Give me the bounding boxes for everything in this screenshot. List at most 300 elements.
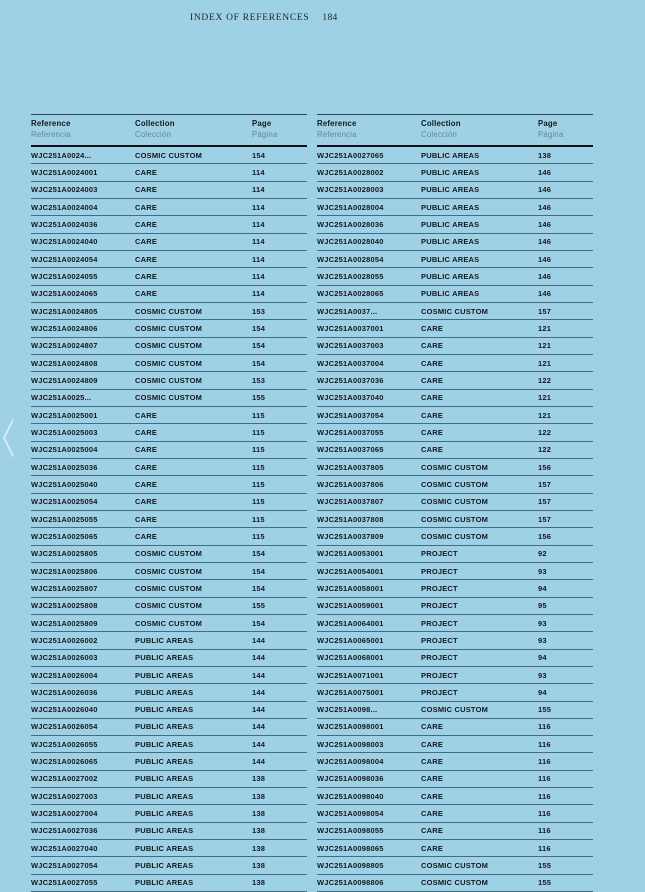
collection-cell: COSMIC CUSTOM [421, 306, 489, 316]
table-row [31, 338, 307, 355]
collection-cell: CARE [421, 427, 444, 437]
page-cell: 157 [538, 497, 552, 507]
reference-cell: WJC251A0098806 [317, 878, 384, 888]
page-cell: 122 [538, 445, 552, 455]
page-cell: 153 [252, 306, 266, 316]
table-row [31, 355, 307, 372]
table-row [31, 199, 307, 216]
collection-cell: CARE [135, 410, 158, 420]
page-cell: 114 [252, 271, 265, 281]
table-row [31, 320, 307, 337]
page-cell: 154 [252, 150, 266, 160]
collection-cell: PUBLIC AREAS [135, 687, 194, 697]
reference-cell: WJC251A0026002 [31, 635, 98, 645]
collection-cell: CARE [421, 826, 444, 836]
page-cell: 156 [538, 462, 552, 472]
page-cell: 115 [252, 514, 265, 524]
table-row [31, 563, 307, 580]
reference-label-en: Reference [31, 119, 71, 128]
reference-cell: WJC251A0024003 [31, 185, 98, 195]
reference-cell: WJC251A0064001 [317, 618, 384, 628]
collection-cell: COSMIC CUSTOM [421, 462, 489, 472]
collection-cell: COSMIC CUSTOM [135, 549, 203, 559]
reference-cell: WJC251A0037807 [317, 497, 384, 507]
table-row [31, 476, 307, 493]
collection-cell: CARE [135, 497, 158, 507]
page-cell: 144 [252, 653, 266, 663]
page-cell: 146 [538, 254, 552, 264]
reference-cell: WJC251A0025055 [31, 514, 98, 524]
reference-cell: WJC251A0037004 [317, 358, 384, 368]
reference-cell: WJC251A0028054 [317, 254, 384, 264]
page-cell: 93 [538, 618, 547, 628]
reference-cell: WJC251A0053001 [317, 549, 384, 559]
collection-cell: CARE [135, 479, 158, 489]
page-cell: 115 [252, 410, 265, 420]
reference-cell: WJC251A0027040 [31, 843, 98, 853]
reference-cell: WJC251A0037003 [317, 341, 384, 351]
collection-cell: COSMIC CUSTOM [135, 566, 203, 576]
reference-cell: WJC251A0028003 [317, 185, 384, 195]
collection-cell: COSMIC CUSTOM [421, 861, 489, 871]
page-cell: 94 [538, 687, 547, 697]
reference-cell: WJC251A0037... [317, 306, 378, 316]
table-row [31, 286, 307, 303]
page-cell: 146 [538, 185, 552, 195]
table-row [31, 632, 307, 649]
reference-cell: WJC251A0058001 [317, 583, 384, 593]
reference-cell: WJC251A0037809 [317, 531, 384, 541]
reference-cell: WJC251A0098054 [317, 809, 384, 819]
page-cell: 116 [538, 843, 551, 853]
collection-cell: PROJECT [421, 566, 458, 576]
table-header [31, 114, 307, 147]
table-row [317, 719, 593, 736]
reference-cell: WJC251A0098040 [317, 791, 384, 801]
page-cell: 115 [252, 427, 265, 437]
table-row [317, 182, 593, 199]
collection-cell: CARE [421, 774, 444, 784]
page-cell: 144 [252, 687, 266, 697]
reference-cell: WJC251A0027002 [31, 774, 98, 784]
table-row [317, 268, 593, 285]
table-row [317, 372, 593, 389]
collection-label-es: Colección [135, 130, 172, 139]
collection-cell: PROJECT [421, 635, 458, 645]
reference-cell: WJC251A0024809 [31, 375, 98, 385]
reference-cell: WJC251A0075001 [317, 687, 384, 697]
reference-cell: WJC251A0098036 [317, 774, 384, 784]
reference-cell: WJC251A0026054 [31, 722, 98, 732]
prev-page-button[interactable] [0, 416, 20, 460]
collection-cell: PUBLIC AREAS [135, 774, 194, 784]
collection-cell: PUBLIC AREAS [135, 653, 194, 663]
table-row [317, 303, 593, 320]
collection-cell: COSMIC CUSTOM [135, 323, 203, 333]
page-cell: 92 [538, 549, 547, 559]
page-cell: 115 [252, 445, 265, 455]
table-row [317, 199, 593, 216]
reference-cell: WJC251A0024036 [31, 219, 98, 229]
table-row [31, 182, 307, 199]
reference-cell: WJC251A0037808 [317, 514, 384, 524]
collection-cell: PROJECT [421, 601, 458, 611]
page-cell: 121 [538, 341, 552, 351]
collection-cell: PUBLIC AREAS [421, 185, 480, 195]
collection-cell: PUBLIC AREAS [421, 167, 480, 177]
reference-cell: WJC251A0098... [317, 705, 378, 715]
reference-cell: WJC251A0026003 [31, 653, 98, 663]
collection-cell: COSMIC CUSTOM [421, 531, 489, 541]
page-cell: 94 [538, 653, 547, 663]
reference-cell: WJC251A0037805 [317, 462, 384, 472]
reference-cell: WJC251A0028040 [317, 237, 384, 247]
page-cell: 116 [538, 739, 551, 749]
page-label-es: Página [538, 130, 564, 139]
page-cell: 144 [252, 739, 266, 749]
table-row [317, 424, 593, 441]
collection-cell: CARE [135, 219, 158, 229]
collection-cell: COSMIC CUSTOM [135, 358, 203, 368]
table-row [317, 771, 593, 788]
reference-cell: WJC251A0024054 [31, 254, 98, 264]
page-cell: 121 [538, 393, 552, 403]
reference-cell: WJC251A0028002 [317, 167, 384, 177]
page-cell: 114 [252, 289, 265, 299]
collection-cell: COSMIC CUSTOM [135, 150, 203, 160]
table-row [317, 390, 593, 407]
table-row [317, 528, 593, 545]
page-cell: 157 [538, 306, 552, 316]
page-cell: 116 [538, 826, 551, 836]
collection-cell: PROJECT [421, 687, 458, 697]
page-cell: 93 [538, 566, 547, 576]
table-row [31, 459, 307, 476]
reference-cell: WJC251A0024040 [31, 237, 98, 247]
table-row [31, 442, 307, 459]
collection-cell: CARE [421, 809, 444, 819]
table-row [317, 286, 593, 303]
page-cell: 114 [252, 202, 265, 212]
collection-cell: PROJECT [421, 670, 458, 680]
table-row [317, 823, 593, 840]
reference-cell: WJC251A0027065 [317, 150, 384, 160]
index-of-references [31, 114, 593, 892]
table-row [317, 632, 593, 649]
reference-table-right [317, 114, 593, 892]
collection-cell: PUBLIC AREAS [421, 219, 480, 229]
reference-cell: WJC251A0028036 [317, 219, 384, 229]
table-row [317, 216, 593, 233]
collection-cell: PUBLIC AREAS [421, 254, 480, 264]
collection-cell: CARE [421, 791, 444, 801]
collection-cell: COSMIC CUSTOM [135, 583, 203, 593]
reference-table-left [31, 114, 307, 892]
collection-cell: CARE [135, 202, 158, 212]
page-cell: 115 [252, 462, 265, 472]
table-row [31, 407, 307, 424]
reference-cell: WJC251A0027054 [31, 861, 98, 871]
page-cell: 115 [252, 497, 265, 507]
collection-cell: CARE [421, 739, 444, 749]
collection-cell: PUBLIC AREAS [421, 237, 480, 247]
page-cell: 138 [252, 826, 266, 836]
reference-cell: WJC251A0025036 [31, 462, 98, 472]
page-label-en: Page [538, 119, 558, 128]
table-row [31, 719, 307, 736]
page-cell: 146 [538, 289, 552, 299]
reference-cell: WJC251A0098004 [317, 757, 384, 767]
reference-cell: WJC251A0098003 [317, 739, 384, 749]
reference-cell: WJC251A0024808 [31, 358, 98, 368]
page-cell: 154 [252, 549, 266, 559]
collection-cell: CARE [135, 167, 158, 177]
reference-cell: WJC251A0026040 [31, 705, 98, 715]
reference-cell: WJC251A0026065 [31, 757, 98, 767]
table-row [31, 823, 307, 840]
table-row [31, 840, 307, 857]
collection-cell: PUBLIC AREAS [135, 791, 194, 801]
page-label-en: Page [252, 119, 272, 128]
collection-cell: PUBLIC AREAS [135, 878, 194, 888]
table-row [317, 563, 593, 580]
page-cell: 154 [252, 566, 266, 576]
page-cell: 146 [538, 237, 552, 247]
page-cell: 138 [252, 878, 266, 888]
reference-cell: WJC251A0037055 [317, 427, 384, 437]
table-row [317, 667, 593, 684]
table-row [317, 338, 593, 355]
collection-cell: PUBLIC AREAS [135, 843, 194, 853]
reference-cell: WJC251A0027055 [31, 878, 98, 888]
reference-cell: WJC251A0025807 [31, 583, 98, 593]
collection-column-header [135, 119, 252, 139]
reference-cell: WJC251A0037001 [317, 323, 384, 333]
page-cell: 155 [252, 393, 266, 403]
page-cell: 146 [538, 271, 552, 281]
page-cell: 121 [538, 323, 552, 333]
page-cell: 146 [538, 167, 552, 177]
page-number: 184 [322, 13, 338, 23]
table-row [317, 702, 593, 719]
page-cell: 144 [252, 705, 266, 715]
reference-column-header [317, 119, 421, 139]
collection-cell: PUBLIC AREAS [421, 271, 480, 281]
table-row [317, 580, 593, 597]
reference-cell: WJC251A0024807 [31, 341, 98, 351]
reference-cell: WJC251A0025003 [31, 427, 98, 437]
reference-cell: WJC251A0024055 [31, 271, 98, 281]
page-cell: 146 [538, 219, 552, 229]
page-cell: 138 [252, 861, 266, 871]
page-cell: 144 [252, 722, 266, 732]
collection-cell: PUBLIC AREAS [135, 826, 194, 836]
page-cell: 115 [252, 479, 265, 489]
reference-cell: WJC251A0098001 [317, 722, 384, 732]
page-cell: 154 [252, 618, 266, 628]
table-row [31, 216, 307, 233]
collection-cell: CARE [421, 393, 444, 403]
page-cell: 114 [252, 185, 265, 195]
collection-cell: PUBLIC AREAS [421, 289, 480, 299]
page-cell: 154 [252, 323, 266, 333]
page-cell: 156 [538, 531, 552, 541]
page-cell: 116 [538, 774, 551, 784]
collection-cell: PUBLIC AREAS [421, 150, 480, 160]
collection-cell: COSMIC CUSTOM [421, 514, 489, 524]
page-cell: 114 [252, 254, 265, 264]
reference-cell: WJC251A0037054 [317, 410, 384, 420]
collection-cell: COSMIC CUSTOM [135, 618, 203, 628]
reference-cell: WJC251A0028004 [317, 202, 384, 212]
table-row [317, 857, 593, 874]
page-cell: 114 [252, 167, 265, 177]
table-row [317, 459, 593, 476]
page-cell: 146 [538, 202, 552, 212]
reference-column-header [31, 119, 135, 139]
reference-cell: WJC251A0025... [31, 393, 92, 403]
page-column-header [538, 119, 593, 139]
page-cell: 138 [252, 791, 266, 801]
table-row [317, 788, 593, 805]
page-cell: 144 [252, 635, 266, 645]
table-row [317, 650, 593, 667]
collection-cell: CARE [421, 843, 444, 853]
page-cell: 122 [538, 375, 552, 385]
page-title: INDEX OF REFERENCES [190, 13, 310, 23]
table-row [31, 268, 307, 285]
collection-cell: CARE [135, 271, 158, 281]
page-cell: 94 [538, 583, 547, 593]
table-row [31, 494, 307, 511]
table-row [317, 736, 593, 753]
collection-cell: CARE [135, 289, 158, 299]
collection-cell: CARE [421, 375, 444, 385]
collection-cell: PROJECT [421, 549, 458, 559]
table-row [31, 805, 307, 822]
reference-label-en: Reference [317, 119, 357, 128]
table-row [317, 494, 593, 511]
table-row [31, 546, 307, 563]
collection-cell: PUBLIC AREAS [135, 861, 194, 871]
table-row [317, 251, 593, 268]
table-row [31, 667, 307, 684]
page-cell: 114 [252, 237, 265, 247]
collection-cell: CARE [421, 445, 444, 455]
reference-label-es: Referencia [317, 130, 357, 139]
page-cell: 155 [252, 601, 266, 611]
reference-cell: WJC251A0025805 [31, 549, 98, 559]
page-cell: 114 [252, 219, 265, 229]
reference-cell: WJC251A0025806 [31, 566, 98, 576]
reference-cell: WJC251A0054001 [317, 566, 384, 576]
reference-cell: WJC251A0037065 [317, 445, 384, 455]
collection-cell: PROJECT [421, 618, 458, 628]
page-cell: 138 [538, 150, 552, 160]
table-row [317, 875, 593, 892]
table-row [317, 442, 593, 459]
reference-cell: WJC251A0071001 [317, 670, 384, 680]
collection-cell: CARE [135, 531, 158, 541]
reference-cell: WJC251A0025001 [31, 410, 98, 420]
collection-cell: CARE [421, 341, 444, 351]
table-row [317, 805, 593, 822]
collection-cell: PROJECT [421, 583, 458, 593]
page-cell: 153 [252, 375, 266, 385]
collection-cell: CARE [135, 185, 158, 195]
reference-cell: WJC251A0026036 [31, 687, 98, 697]
table-row [317, 511, 593, 528]
page-cell: 138 [252, 809, 266, 819]
chevron-left-icon [0, 416, 20, 460]
table-row [317, 147, 593, 164]
collection-cell: CARE [421, 722, 444, 732]
page-cell: 115 [252, 531, 265, 541]
collection-cell: PUBLIC AREAS [135, 757, 194, 767]
collection-cell: PUBLIC AREAS [135, 809, 194, 819]
reference-cell: WJC251A0024004 [31, 202, 98, 212]
page-cell: 121 [538, 358, 552, 368]
page-label-es: Página [252, 130, 278, 139]
table-row [317, 407, 593, 424]
table-row [31, 164, 307, 181]
page-cell: 155 [538, 861, 552, 871]
table-row [31, 251, 307, 268]
page-cell: 154 [252, 358, 266, 368]
page-cell: 155 [538, 878, 552, 888]
reference-cell: WJC251A0068001 [317, 653, 384, 663]
table-row [31, 598, 307, 615]
reference-cell: WJC251A0025004 [31, 445, 98, 455]
collection-cell: COSMIC CUSTOM [135, 393, 203, 403]
collection-cell: PUBLIC AREAS [135, 670, 194, 680]
table-body [31, 147, 307, 892]
reference-cell: WJC251A0026055 [31, 739, 98, 749]
reference-cell: WJC251A0025065 [31, 531, 98, 541]
collection-cell: CARE [135, 445, 158, 455]
reference-cell: WJC251A0037040 [317, 393, 384, 403]
reference-cell: WJC251A0059001 [317, 601, 384, 611]
reference-cell: WJC251A0024065 [31, 289, 98, 299]
collection-cell: COSMIC CUSTOM [421, 705, 489, 715]
table-row [31, 753, 307, 770]
collection-cell: CARE [135, 462, 158, 472]
table-row [317, 546, 593, 563]
table-row [31, 580, 307, 597]
table-row [31, 147, 307, 164]
table-row [317, 355, 593, 372]
collection-cell: COSMIC CUSTOM [421, 479, 489, 489]
page-cell: 93 [538, 670, 547, 680]
collection-cell: CARE [135, 427, 158, 437]
reference-cell: WJC251A0037806 [317, 479, 384, 489]
reference-cell: WJC251A0026004 [31, 670, 98, 680]
reference-cell: WJC251A0024806 [31, 323, 98, 333]
page-cell: 116 [538, 791, 551, 801]
page-cell: 121 [538, 410, 552, 420]
table-row [317, 753, 593, 770]
page-cell: 95 [538, 601, 547, 611]
collection-cell: CARE [135, 254, 158, 264]
page-column-header [252, 119, 307, 139]
page-cell: 155 [538, 705, 552, 715]
reference-cell: WJC251A0028055 [317, 271, 384, 281]
table-row [31, 424, 307, 441]
collection-cell: CARE [421, 323, 444, 333]
page-cell: 122 [538, 427, 552, 437]
table-row [31, 615, 307, 632]
reference-label-es: Referencia [31, 130, 71, 139]
